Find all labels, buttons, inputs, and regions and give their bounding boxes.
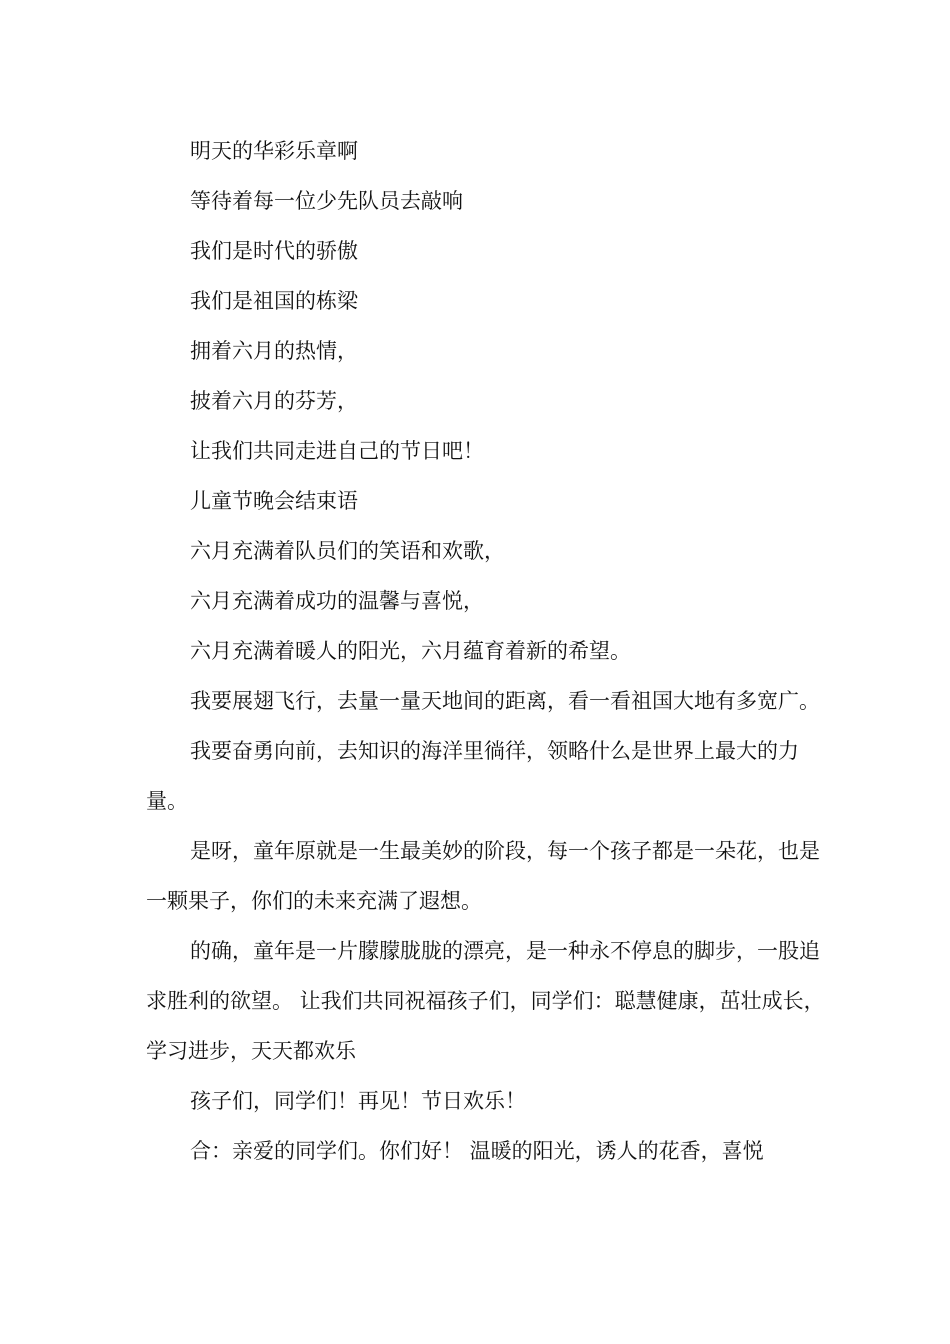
paragraph: 我们是时代的骄傲	[190, 239, 358, 263]
paragraph: 合：亲爱的同学们。你们好！ 温暖的阳光，诱人的花香，喜悦	[190, 1139, 764, 1163]
paragraph: 明天的华彩乐章啊	[190, 139, 358, 163]
section-heading: 儿童节晚会结束语	[190, 489, 358, 513]
paragraph: 孩子们，同学们！再见！节日欢乐！	[190, 1089, 526, 1113]
paragraph: 让我们共同走进自己的节日吧！	[190, 439, 484, 463]
paragraph: 六月充满着暖人的阳光，六月蕴育着新的希望。	[190, 639, 631, 663]
paragraph: 是呀，童年原就是一生最美妙的阶段，每一个孩子都是一朵花，也是一颗果子，你们的未来充满了遐想。	[146, 839, 820, 913]
paragraph: 我要奋勇向前，去知识的海洋里徜徉，领略什么是世界上最大的力量。	[146, 739, 799, 813]
paragraph: 六月充满着队员们的笑语和欢歌，	[190, 539, 505, 563]
paragraph: 我们是祖国的栋梁	[190, 289, 358, 313]
paragraph: 六月充满着成功的温馨与喜悦，	[190, 589, 484, 613]
paragraph: 等待着每一位少先队员去敲响	[190, 189, 463, 213]
paragraph: 我要展翅飞行，去量一量天地间的距离，看一看祖国大地有多宽广。	[190, 689, 820, 713]
paragraph: 拥着六月的热情，	[190, 339, 358, 363]
paragraph: 的确，童年是一片朦朦胧胧的漂亮，是一种永不停息的脚步，一股追求胜利的欲望。 让我们共同祝福孩子们，同学们：聪慧健康，茁壮成长，学习进步，天天都欢乐	[146, 939, 825, 1063]
document-body	[146, 126, 836, 1176]
paragraph: 披着六月的芬芳，	[190, 389, 358, 413]
